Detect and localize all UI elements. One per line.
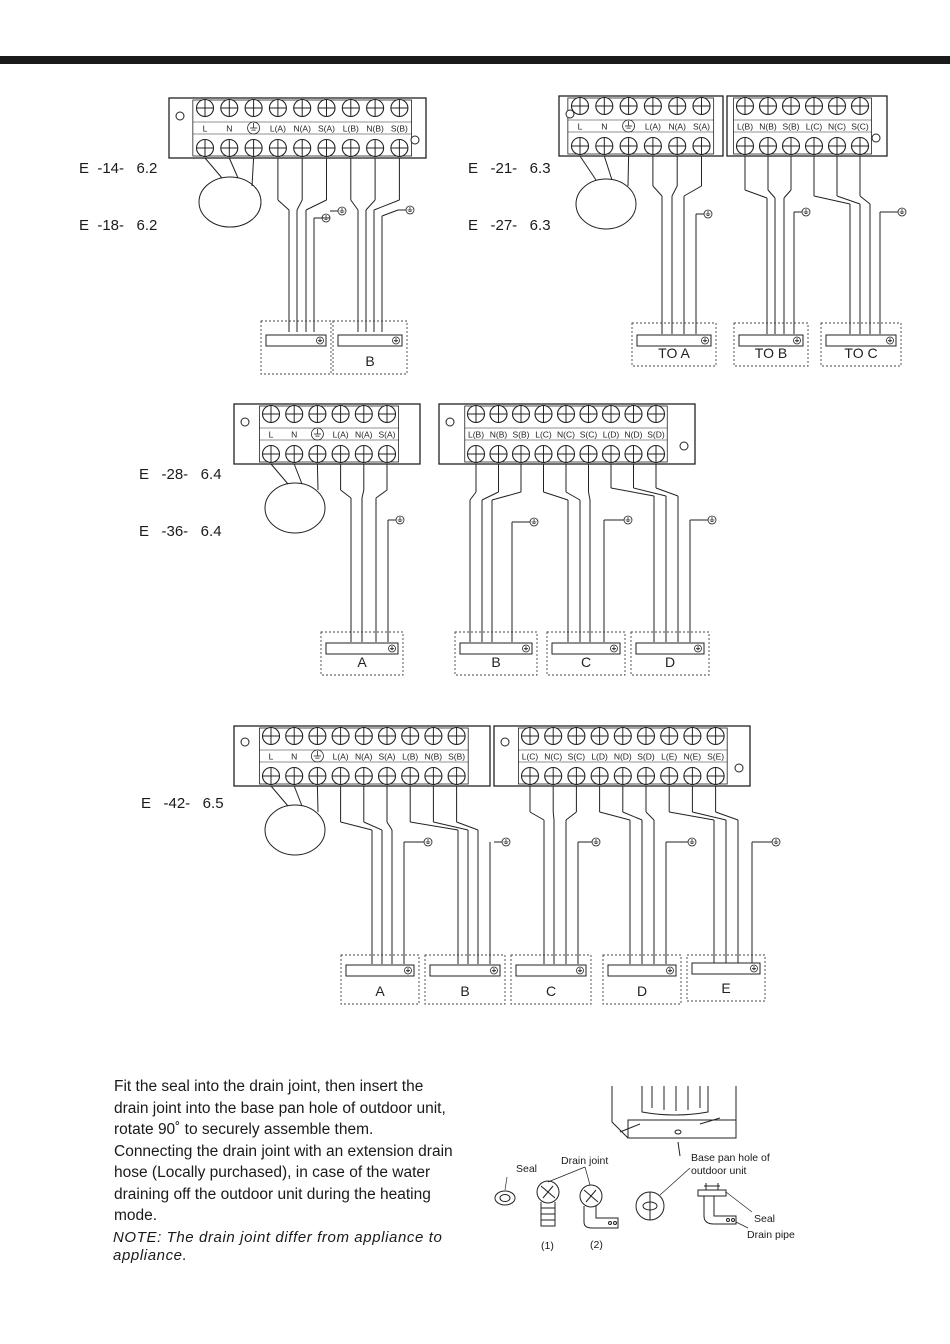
terminal-screw-icon	[379, 446, 396, 463]
terminal-screw-icon	[638, 768, 655, 785]
terminal-screw-icon	[852, 138, 869, 155]
ground-icon	[406, 206, 414, 214]
ground-icon	[592, 838, 600, 846]
terminal-screw-icon	[661, 728, 678, 745]
terminal-label: S(C)	[851, 121, 869, 132]
drain-joint-2-icon	[580, 1185, 618, 1228]
terminal-screw-icon	[286, 728, 303, 745]
terminal-screw-icon	[783, 138, 800, 155]
wire	[768, 190, 775, 198]
terminal-screw-icon	[318, 100, 335, 117]
model-label-line: E -42- 6.5	[141, 795, 224, 812]
terminal-screw-icon	[197, 100, 214, 117]
ground-icon	[772, 838, 780, 846]
ground-icon	[396, 516, 404, 524]
instruction-line: hose (Locally purchased), in case of the water	[114, 1164, 431, 1181]
terminal-screw-icon	[513, 446, 530, 463]
terminal-screw-icon	[263, 768, 280, 785]
terminal-screw-icon	[558, 446, 575, 463]
wire	[684, 186, 702, 196]
terminal-label: S(B)	[448, 751, 466, 762]
ground-icon	[338, 207, 346, 215]
terminal-screw-icon	[806, 138, 823, 155]
indoor-terminal-strip	[636, 643, 704, 654]
terminal-screw-icon	[603, 446, 620, 463]
variant-1-label: (1)	[541, 1240, 554, 1252]
terminal-screw-icon	[614, 768, 631, 785]
ground-icon	[802, 208, 810, 216]
terminal-label: L(D)	[591, 751, 608, 762]
ground-icon	[688, 838, 696, 846]
ground-icon	[424, 838, 432, 846]
terminal-label: N(B)	[366, 123, 384, 134]
terminal-label: N(E)	[683, 751, 702, 762]
terminal-label: L(C)	[521, 751, 539, 762]
instruction-line: draining off the outdoor unit during the heating	[114, 1185, 431, 1203]
terminal-screw-icon	[522, 768, 539, 785]
terminal-screw-icon	[644, 138, 661, 155]
terminal-screw-icon	[332, 446, 349, 463]
wire	[351, 200, 358, 210]
terminal-screw-icon	[342, 100, 359, 117]
terminal-label: S(E)	[707, 751, 725, 762]
terminal-screw-icon	[391, 140, 408, 157]
terminal-screw-icon	[572, 98, 589, 115]
model-label-line: E -21- 6.3	[468, 160, 551, 177]
wire	[271, 464, 288, 484]
terminal-screw-icon	[332, 728, 349, 745]
terminal-label: L(A)	[332, 751, 349, 762]
indoor-unit-label: B	[460, 983, 470, 999]
terminal-screw-icon	[596, 98, 613, 115]
terminal-label: L(B)	[402, 751, 419, 762]
terminal-label: S(A)	[318, 123, 335, 134]
wire	[745, 190, 767, 198]
wire	[457, 822, 478, 830]
indoor-unit-label: D	[636, 983, 648, 999]
terminal-screw-icon	[379, 768, 396, 785]
power-source-oval	[265, 483, 325, 533]
terminal-screw-icon	[580, 406, 597, 423]
wire	[387, 822, 392, 830]
terminal-label: L(C)	[805, 121, 823, 132]
terminal-screw-icon	[318, 140, 335, 157]
wiring-layer	[169, 96, 906, 1004]
terminal-label: L(A)	[644, 121, 661, 132]
instruction-line: rotate 90˚ to securely assemble them.	[114, 1121, 374, 1138]
indoor-unit-label: A	[375, 983, 385, 999]
terminal-label: N	[601, 121, 608, 132]
terminal-screw-icon	[468, 446, 485, 463]
terminal-screw-icon	[355, 768, 372, 785]
terminal-screw-icon	[448, 728, 465, 745]
wire	[628, 156, 629, 186]
terminal-screw-icon	[425, 768, 442, 785]
seal-label: Seal	[516, 1163, 538, 1175]
terminal-screw-icon	[535, 406, 552, 423]
indoor-unit-label: A	[357, 654, 367, 670]
wire	[271, 786, 288, 806]
terminal-screw-icon	[625, 406, 642, 423]
terminal-screw-icon	[294, 100, 311, 117]
wire	[653, 186, 662, 196]
terminal-label: L(D)	[602, 429, 620, 440]
mount-hole	[501, 738, 509, 746]
wire	[530, 812, 544, 820]
instruction-line: mode.	[114, 1207, 158, 1224]
terminal-screw-icon	[490, 446, 507, 463]
terminal-screw-icon	[379, 728, 396, 745]
wire	[646, 812, 654, 820]
terminal-screw-icon	[425, 728, 442, 745]
indoor-unit-label: D	[664, 654, 676, 670]
terminal-label: N(A)	[293, 123, 311, 134]
terminal-screw-icon	[355, 728, 372, 745]
terminal-screw-icon	[448, 768, 465, 785]
terminal-screw-icon	[580, 446, 597, 463]
terminal-screw-icon	[852, 98, 869, 115]
wire	[366, 200, 375, 210]
wire	[252, 158, 254, 186]
terminal-screw-icon	[221, 100, 238, 117]
terminal-screw-icon	[286, 406, 303, 423]
wire	[784, 190, 791, 198]
terminal-label: N(C)	[828, 121, 846, 132]
terminal-screw-icon	[309, 446, 326, 463]
ground-icon	[502, 838, 510, 846]
terminal-label: L(A)	[269, 123, 286, 134]
wire	[297, 200, 302, 210]
terminal-label: L	[268, 429, 274, 440]
indoor-unit-box	[261, 321, 331, 374]
terminal-screw-icon	[332, 406, 349, 423]
terminal-screw-icon	[661, 768, 678, 785]
terminal-screw-icon	[490, 406, 507, 423]
terminal-screw-icon	[568, 768, 585, 785]
wire	[604, 156, 612, 180]
indoor-unit-label: C	[545, 983, 557, 999]
indoor-unit-label: E	[721, 980, 731, 996]
wire	[278, 200, 289, 210]
terminal-screw-icon	[263, 406, 280, 423]
wire	[317, 464, 318, 490]
terminal-label: S(B)	[512, 429, 530, 440]
mount-hole	[176, 112, 184, 120]
terminal-label: N(C)	[557, 429, 575, 440]
terminal-screw-icon	[829, 98, 846, 115]
ground-icon	[624, 516, 632, 524]
wire	[205, 158, 222, 178]
wire	[544, 492, 569, 500]
terminal-label: S(A)	[378, 429, 396, 440]
wire	[580, 156, 596, 180]
terminal-screw-icon	[245, 140, 262, 157]
terminal-screw-icon	[737, 98, 754, 115]
mount-hole	[735, 764, 743, 772]
indoor-unit-label: B	[365, 353, 375, 369]
mount-hole	[872, 134, 880, 142]
ground-icon	[708, 516, 716, 524]
seal-2-label: Seal	[754, 1213, 776, 1225]
terminal-screw-icon	[638, 728, 655, 745]
terminal-screw-icon	[806, 98, 823, 115]
wire	[294, 786, 302, 806]
drain-joint-label: Drain joint	[561, 1155, 609, 1167]
wire	[814, 196, 850, 204]
terminal-label: N(C)	[544, 751, 563, 762]
terminal-screw-icon	[669, 98, 686, 115]
terminal-label: L(A)	[332, 429, 349, 440]
terminal-label: L(C)	[535, 429, 552, 440]
model-label-line: E -18- 6.2	[79, 217, 158, 234]
terminal-screw-icon	[197, 140, 214, 157]
terminal-screw-icon	[332, 768, 349, 785]
power-source-oval	[265, 805, 325, 855]
terminal-screw-icon	[644, 98, 661, 115]
indoor-terminal-strip	[346, 965, 414, 976]
terminal-screw-icon	[684, 728, 701, 745]
terminal-screw-icon	[309, 406, 326, 423]
mount-hole	[680, 442, 688, 450]
terminal-label: L(B)	[736, 121, 754, 132]
terminal-screw-icon	[513, 406, 530, 423]
terminal-screw-icon	[737, 138, 754, 155]
base-pan-hole-label	[691, 1152, 781, 1178]
wire	[589, 492, 591, 500]
terminal-label: N(B)	[759, 121, 777, 132]
drain-joint-1-icon	[537, 1181, 559, 1226]
terminal-label: S(C)	[567, 751, 586, 762]
ground-icon	[704, 210, 712, 218]
indoor-unit-label: B	[491, 654, 501, 670]
terminal-label: N(A)	[355, 751, 373, 762]
indoor-unit-label: TO A	[658, 345, 690, 361]
terminal-screw-icon	[379, 406, 396, 423]
mount-hole	[241, 738, 249, 746]
indoor-terminal-strip	[326, 643, 398, 654]
terminal-screw-icon	[263, 728, 280, 745]
terminal-screw-icon	[614, 728, 631, 745]
terminal-label: N(A)	[355, 429, 373, 440]
terminal-screw-icon	[648, 406, 665, 423]
terminal-screw-icon	[829, 138, 846, 155]
indoor-terminal-strip	[266, 335, 326, 346]
wire	[470, 492, 476, 500]
terminal-screw-icon	[309, 768, 326, 785]
base-pan-hole-text: Base pan hole of outdoor unit	[691, 1152, 770, 1177]
indoor-unit-label: C	[580, 654, 592, 670]
instruction-line: drain joint into the base pan hole of outdoor unit,	[114, 1099, 446, 1117]
terminal-label: N(D)	[613, 751, 632, 762]
terminal-label: N(D)	[624, 429, 643, 440]
terminal-screw-icon	[309, 728, 326, 745]
indoor-terminal-strip	[430, 965, 500, 976]
terminal-screw-icon	[245, 100, 262, 117]
indoor-terminal-strip	[608, 965, 676, 976]
terminal-label: S(C)	[579, 429, 598, 440]
terminal-screw-icon	[620, 138, 637, 155]
terminal-label: S(D)	[647, 429, 665, 440]
drain-note: NOTE: The drain joint differ from appliance to appliance.	[113, 1229, 443, 1264]
outdoor-unit-base	[612, 1086, 736, 1156]
wire	[860, 196, 870, 204]
terminal-label: S(B)	[390, 123, 408, 134]
instruction-line: Fit the seal into the drain joint, then insert the	[114, 1078, 424, 1095]
terminal-screw-icon	[355, 406, 372, 423]
terminal-label: N(B)	[424, 751, 443, 762]
terminal-screw-icon	[707, 768, 724, 785]
terminal-screw-icon	[367, 100, 384, 117]
terminal-screw-icon	[760, 138, 777, 155]
mount-hole	[446, 418, 454, 426]
terminal-screw-icon	[684, 768, 701, 785]
indoor-terminal-strip	[460, 643, 532, 654]
terminal-screw-icon	[620, 98, 637, 115]
terminal-screw-icon	[669, 138, 686, 155]
terminal-label: S(B)	[782, 121, 800, 132]
terminal-screw-icon	[402, 768, 419, 785]
terminal-label: S(A)	[378, 751, 396, 762]
terminal-screw-icon	[286, 768, 303, 785]
terminal-label: N	[226, 123, 233, 134]
indoor-unit-label: TO C	[844, 345, 878, 361]
terminal-screw-icon	[535, 446, 552, 463]
terminal-screw-icon	[367, 140, 384, 157]
ground-icon	[530, 518, 538, 526]
terminal-label: L(B)	[342, 123, 359, 134]
terminal-label: L	[268, 751, 274, 762]
terminal-screw-icon	[591, 728, 608, 745]
indoor-terminal-strip	[516, 965, 586, 976]
terminal-screw-icon	[522, 728, 539, 745]
drain-instructions	[114, 1076, 494, 1227]
terminal-label: N	[291, 429, 298, 440]
terminal-label: N(B)	[489, 429, 508, 440]
terminal-label: L(B)	[467, 429, 485, 440]
wire	[341, 490, 351, 498]
terminal-screw-icon	[545, 728, 562, 745]
base-pan-hole-icon	[636, 1192, 664, 1220]
terminal-screw-icon	[294, 140, 311, 157]
terminal-screw-icon	[263, 446, 280, 463]
terminal-screw-icon	[402, 728, 419, 745]
model-label-line: E -27- 6.3	[468, 217, 551, 234]
terminal-screw-icon	[625, 446, 642, 463]
terminal-label: L	[577, 121, 583, 132]
wire	[362, 490, 364, 498]
terminal-screw-icon	[596, 138, 613, 155]
terminal-screw-icon	[603, 406, 620, 423]
wire	[566, 492, 580, 500]
terminal-screw-icon	[286, 446, 303, 463]
wire	[382, 210, 398, 216]
wire	[553, 812, 554, 820]
terminal-screw-icon	[693, 138, 710, 155]
indoor-unit-label: TO B	[754, 345, 788, 361]
wire	[376, 490, 387, 498]
power-source-oval	[576, 179, 636, 229]
model-label-line: E -14- 6.2	[79, 160, 158, 177]
wire	[374, 200, 399, 210]
wire	[837, 196, 860, 204]
mount-hole	[411, 136, 419, 144]
terminal-screw-icon	[391, 100, 408, 117]
seal-ring-icon	[495, 1191, 515, 1205]
terminal-screw-icon	[355, 446, 372, 463]
terminal-screw-icon	[468, 406, 485, 423]
indoor-terminal-strip	[692, 963, 760, 974]
model-label-line: E -28- 6.4	[139, 466, 222, 483]
variant-2-label: (2)	[590, 1239, 603, 1251]
mount-hole	[241, 418, 249, 426]
indoor-terminal-strip	[552, 643, 620, 654]
terminal-screw-icon	[568, 728, 585, 745]
terminal-label: S(A)	[693, 121, 710, 132]
instruction-line: Connecting the drain joint with an extension drain	[114, 1142, 453, 1160]
drain-pipe-label: Drain pipe	[747, 1229, 795, 1241]
terminal-screw-icon	[707, 728, 724, 745]
terminal-label: L	[202, 123, 208, 134]
terminal-label: N	[291, 751, 298, 762]
terminal-label: L(E)	[661, 751, 678, 762]
wire	[611, 488, 654, 496]
terminal-screw-icon	[342, 140, 359, 157]
terminal-label: S(D)	[637, 751, 655, 762]
terminal-screw-icon	[648, 446, 665, 463]
terminal-screw-icon	[269, 100, 286, 117]
wire	[566, 812, 576, 820]
terminal-screw-icon	[693, 98, 710, 115]
terminal-screw-icon	[558, 406, 575, 423]
wire	[317, 786, 318, 812]
terminal-screw-icon	[591, 768, 608, 785]
terminal-screw-icon	[221, 140, 238, 157]
wire	[229, 158, 238, 178]
wire	[306, 200, 327, 210]
wire	[294, 464, 302, 484]
terminal-screw-icon	[572, 138, 589, 155]
ground-icon	[898, 208, 906, 216]
assembled-drain-icon	[698, 1183, 736, 1224]
wire	[672, 186, 677, 196]
terminal-screw-icon	[545, 768, 562, 785]
model-label-line: E -36- 6.4	[139, 523, 222, 540]
terminal-screw-icon	[760, 98, 777, 115]
terminal-screw-icon	[783, 98, 800, 115]
terminal-label: N(A)	[668, 121, 686, 132]
terminal-screw-icon	[269, 140, 286, 157]
